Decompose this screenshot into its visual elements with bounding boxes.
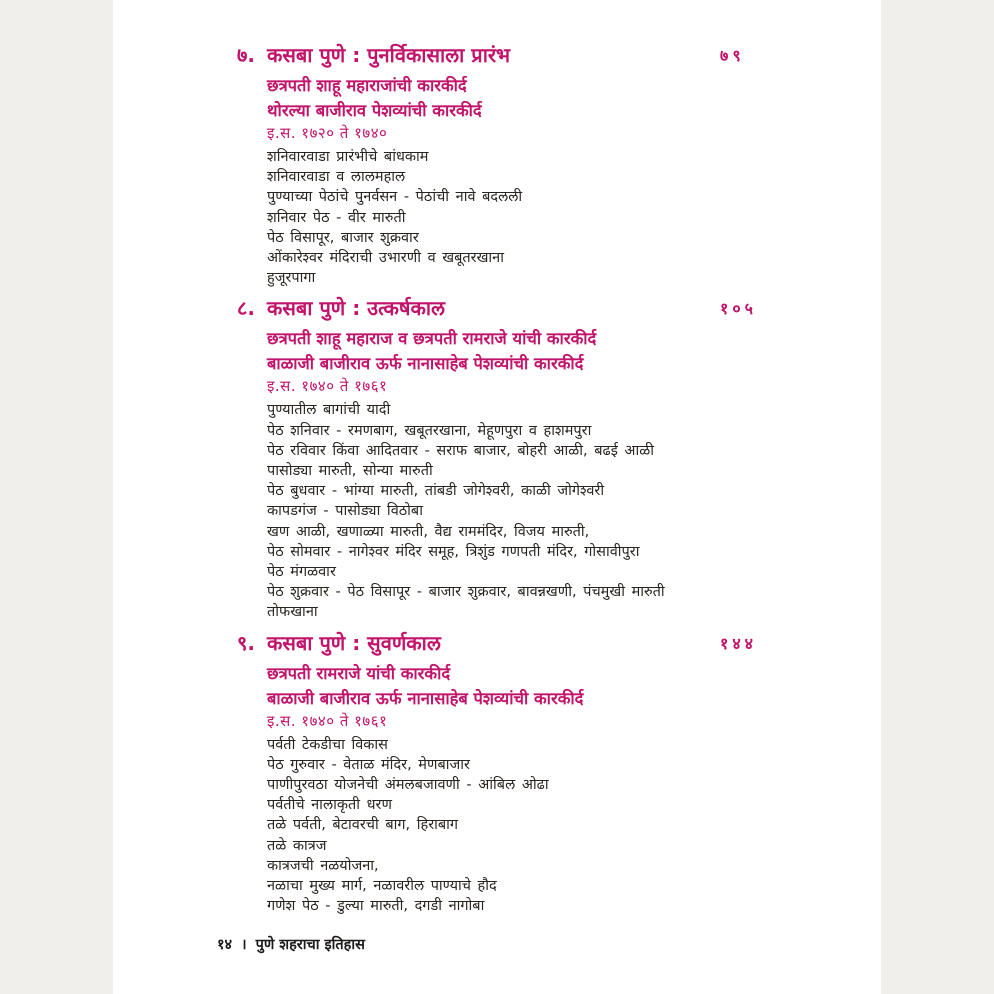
topic-line: कात्रजची नळयोजना, [267, 857, 379, 874]
topic-line: पुण्याच्या पेठांचे पुनर्वसन - पेठांची नावे बदलली [267, 189, 523, 206]
topic-line: पाणीपुरवठा योजनेची अंमलबजावणी - आंबिल ओढा [267, 777, 549, 794]
entry-subtitle: छत्रपती शाहू महाराजांची कारकीर्द [267, 76, 467, 95]
entry-title: कसबा पुणे : पुनर्विकासाला प्रारंभ [267, 43, 511, 67]
entry-number: ८. [237, 296, 255, 321]
topic-line: पेठ मंगळवार [267, 564, 336, 581]
topic-line: तळे कात्रज [267, 837, 327, 854]
topic-line: खण आळी, खणाळ्या मारुती, वैद्य राममंदिर, विजय मारुती, [267, 523, 590, 540]
entry-subtitle: छत्रपती रामराजे यांची कारकीर्द [267, 663, 451, 683]
entry-period: इ.स. १७४० ते १७६१ [267, 377, 388, 396]
entry-number: ९. [237, 630, 255, 655]
entry-topics [237, 147, 871, 288]
toc-entry-9 [237, 630, 871, 917]
entry-subtitle: बाळाजी बाजीराव ऊर्फ नानासाहेब पेशव्यांची कारकीर्द [267, 354, 584, 374]
footer-book-title: पुणे शहराचा इतिहास [255, 937, 365, 953]
entry-topics [237, 735, 871, 917]
entry-title: कसबा पुणे : उत्कर्षकाल [267, 296, 445, 321]
entry-heading-row [237, 295, 871, 323]
topic-line: पेठ गुरुवार - वेताळ मंदिर, मेणबाजार [267, 756, 470, 773]
topic-line: पेठ शनिवार - रमणबाग, खबूतरखाना, मेहूणपुरा व हाशमपुरा [267, 422, 592, 439]
topic-line: पर्वतीचे नालाकृती धरण [267, 797, 392, 814]
topic-line: पेठ शुक्रवार - पेठ विसापूर - बाजार शुक्रवार, बावन्नखणी, पंचमुखी मारुती [267, 584, 665, 601]
entry-heading-row [237, 42, 871, 70]
entry-topics [237, 400, 871, 622]
topic-line: पेठ बुधवार - भांग्या मारुती, तांबडी जोगेश्वरी, काळी जोगेश्वरी [267, 483, 605, 500]
footer-separator: । [241, 937, 247, 953]
topic-line: पर्वती टेकडीचा विकास [267, 736, 388, 753]
topic-line: पेठ सोमवार - नागेश्वर मंदिर समूह, त्रिशुंड गणपती मंदिर, गोसावीपुरा [267, 543, 640, 560]
entry-subtitle: छत्रपती शाहू महाराज व छत्रपती रामराजे यांची कारकीर्द [267, 329, 597, 349]
entry-page-number: १४४ [720, 633, 757, 653]
toc-entry-7 [237, 42, 871, 288]
entry-number: ७. [237, 43, 255, 67]
topic-line: ओंकारेश्वर मंदिराची उभारणी व खबूतरखाना [267, 250, 504, 267]
topic-line: पेठ रविवार किंवा आदितवार - सराफ बाजार, बोहरी आळी, बढई आळी [267, 442, 655, 459]
topic-line: गणेश पेठ - डुल्या मारुती, दगडी नागोबा [267, 898, 485, 915]
page-footer [217, 934, 365, 954]
topic-line: तळे पर्वती, बेटावरची बाग, हिराबाग [267, 817, 459, 834]
toc-entry-8 [237, 295, 871, 622]
table-of-contents [113, 0, 881, 916]
entry-period: इ.स. १७२० ते १७४० [267, 124, 388, 142]
topic-line: शनिवार पेठ - वीर मारुती [267, 209, 406, 226]
entry-subtitle: बाळाजी बाजीराव ऊर्फ नानासाहेब पेशव्यांची कारकीर्द [267, 688, 584, 708]
entry-period: इ.स. १७४० ते १७६१ [267, 711, 388, 730]
topic-line: शनिवारवाडा व लालमहाल [267, 169, 406, 186]
footer-page-number: १४ [217, 937, 233, 953]
entry-title: कसबा पुणे : सुवर्णकाल [267, 630, 441, 655]
topic-line: नळाचा मुख्य मार्ग, नळावरील पाण्याचे हौद [267, 878, 497, 895]
entry-heading-row [237, 630, 871, 658]
topic-line: पासोड्या मारुती, सोन्या मारुती [267, 463, 433, 480]
entry-subtitle: थोरल्या बाजीराव पेशव्यांची कारकीर्द [267, 101, 482, 120]
entry-page-number: ७९ [720, 46, 745, 65]
topic-line: शनिवारवाडा प्रारंभीचे बांधकाम [267, 149, 429, 165]
entry-page-number: १०५ [720, 299, 757, 319]
book-page [113, 0, 881, 994]
topic-line: हुजूरपागा [267, 270, 316, 287]
topic-line: तोफखाना [267, 604, 318, 621]
topic-line: पेठ विसापूर, बाजार शुक्रवार [267, 229, 419, 246]
topic-line: कापडगंज - पासोड्या विठोबा [267, 503, 423, 520]
topic-line: पुण्यातील बागांची यादी [267, 402, 391, 419]
